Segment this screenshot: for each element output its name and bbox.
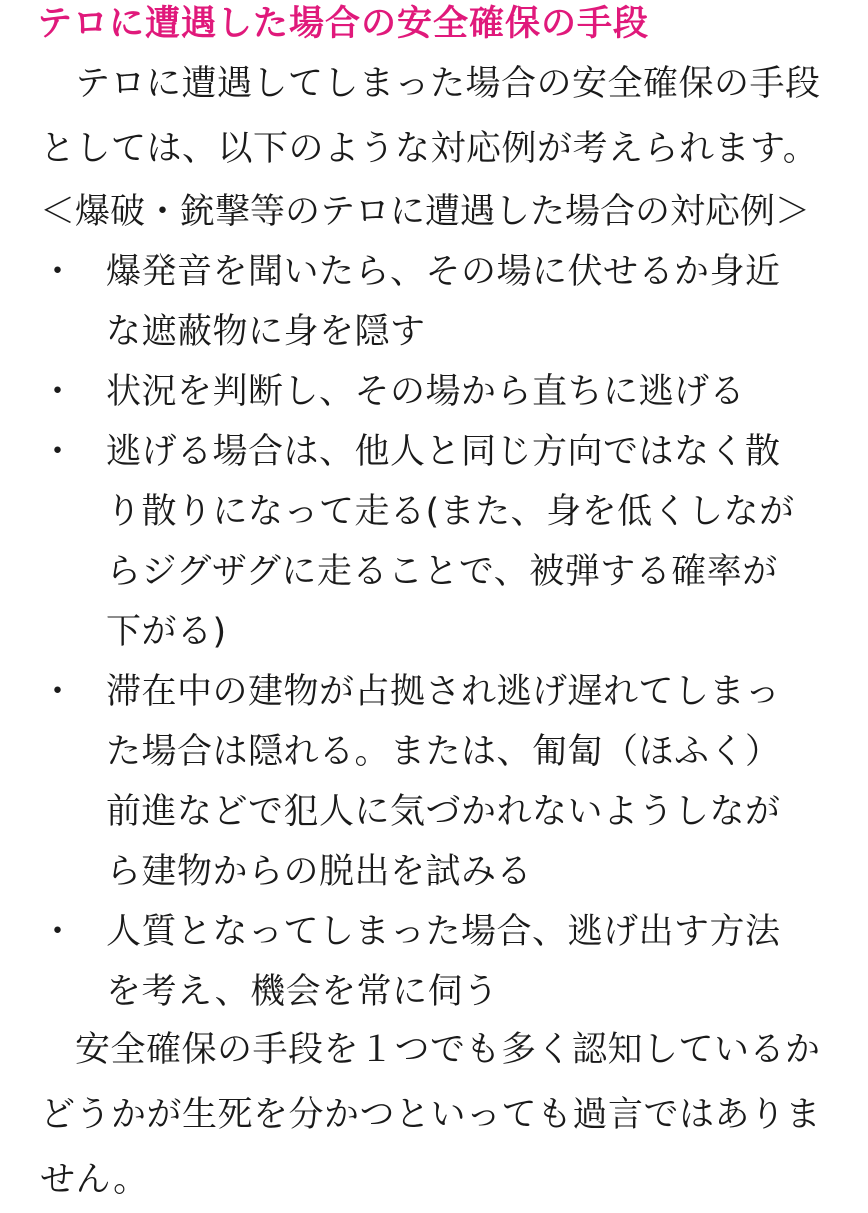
bullet-marker: ・ [40,672,76,712]
list-item-text: 逃げる場合は、他人と同じ方向ではなく散り散りになって走る(また、身を低くしながらジグザグに走ることで、被弾する確率が下がる) [106,432,795,652]
section-heading: ＜爆破・銃撃等のテロに遭遇した場合の対応例＞ [40,192,811,232]
list-item [40,362,830,422]
bullet-marker: ・ [40,252,76,292]
closing-paragraph [40,1018,830,1213]
bullet-marker: ・ [40,912,76,952]
intro-text: テロに遭遇してしまった場合の安全確保の手段としては、以下のような対応例が考えられます。 [40,64,821,169]
intro-paragraph [40,52,830,182]
list-item-text: 滞在中の建物が占拠され逃げ遅れてしまった場合は隠れる。または、匍匐（ほふく）前進などで犯人に気づかれないようしながら建物からの脱出を試みる [106,672,781,892]
bullet-marker: ・ [40,432,76,472]
list-item [40,902,830,1022]
list-item [40,662,830,902]
list-item [40,242,830,362]
bullet-marker: ・ [40,372,76,412]
list-item-text: 状況を判断し、その場から直ちに逃げる [106,372,746,412]
response-list [40,242,830,1022]
list-item-text: 爆発音を聞いたら、その場に伏せるか身近な遮蔽物に身を隠す [106,252,781,352]
closing-text: 安全確保の手段を１つでも多く認知しているかどうかが生死を分かつといっても過言ではありません。 [40,1030,822,1200]
list-item [40,422,830,662]
list-item-text: 人質となってしまった場合、逃げ出す方法を考え、機会を常に伺う [106,912,781,1012]
page-title: テロに遭遇した場合の安全確保の手段 [37,4,650,44]
